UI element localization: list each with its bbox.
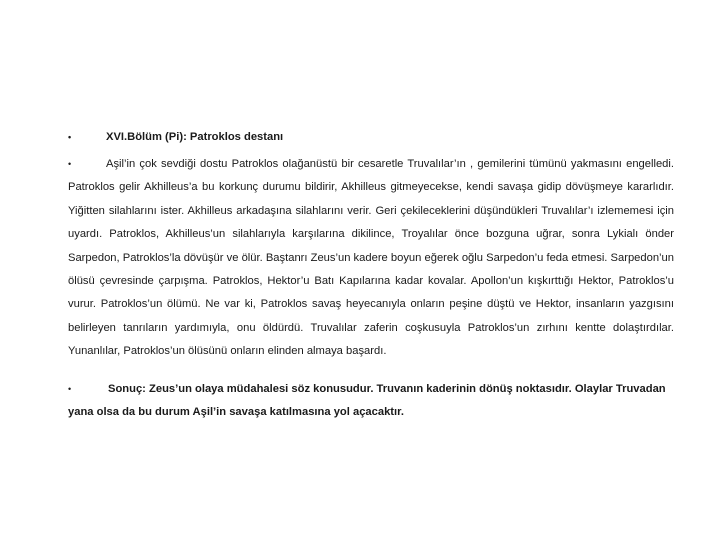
body-text: Aşil’in çok sevdiği dostu Patroklos olağanüstü bir cesaretle Truvalılar’ın , gemilerini tümünü yakmasını engelledi. Patroklos gelir Akhilleus’a bu korkunç durumu bildirir, Akhilleus gitmeyecekse, kendi savaşa gidip dövüşmeye kararlıdır. Yiğitten silahlarını ister. Akhilleus arkadaşına silahlarını verir. Geri çekileceklerini düşündükleri Truvalılar’ı izlememesi için uyardı. Patroklos, Akhilleus’un silahlarıyla karşılarına dikilince, Troyalılar önce bozguna uğrar, sonra Lykialı önder Sarpedon, Patroklos’la dövüşür ve ölür. Baştanrı Zeus’un kadere boyun eğerek oğlu Sarpedon’u feda etmesi. Sarpedon’un ölüsü çevresinde çarpışma. Patroklos, Hektor’u Batı Kapılarına kadar kovalar. Apollon’un kışkırttığı Hektor, Patroklos’u vurur. Patroklos’un ölümü. Ne var ki, Patroklos savaş heyecanıyla onların peşine düştü ve Hektor, insanların yazgısını belirleyen tanrıların yardımıyla, onu öldürdü. Truvalılar zaferin coşkusuyla Patroklos’un zırhını kentte dolaştırdılar. Yunanlılar, Patroklos’un ölüsünü onların elinden almaya başardı. [68,158,674,358]
heading-paragraph [68,126,674,149]
bullet: • [68,159,72,169]
conclusion-text: Sonuç: Zeus’un olaya müdahalesi söz konusudur. Truvanın kaderinin dönüş noktasıdır. Olaylar Truvadan yana olsa da bu durum Aşil’in savaşa katılmasına yol açacaktır. [68,383,666,419]
heading-text: XVI.Bölüm (Pi): Patroklos destanı [106,131,284,143]
bullet: • [68,132,72,142]
body-paragraph [68,153,674,364]
bullet: • [68,384,72,394]
conclusion-paragraph [68,378,674,425]
